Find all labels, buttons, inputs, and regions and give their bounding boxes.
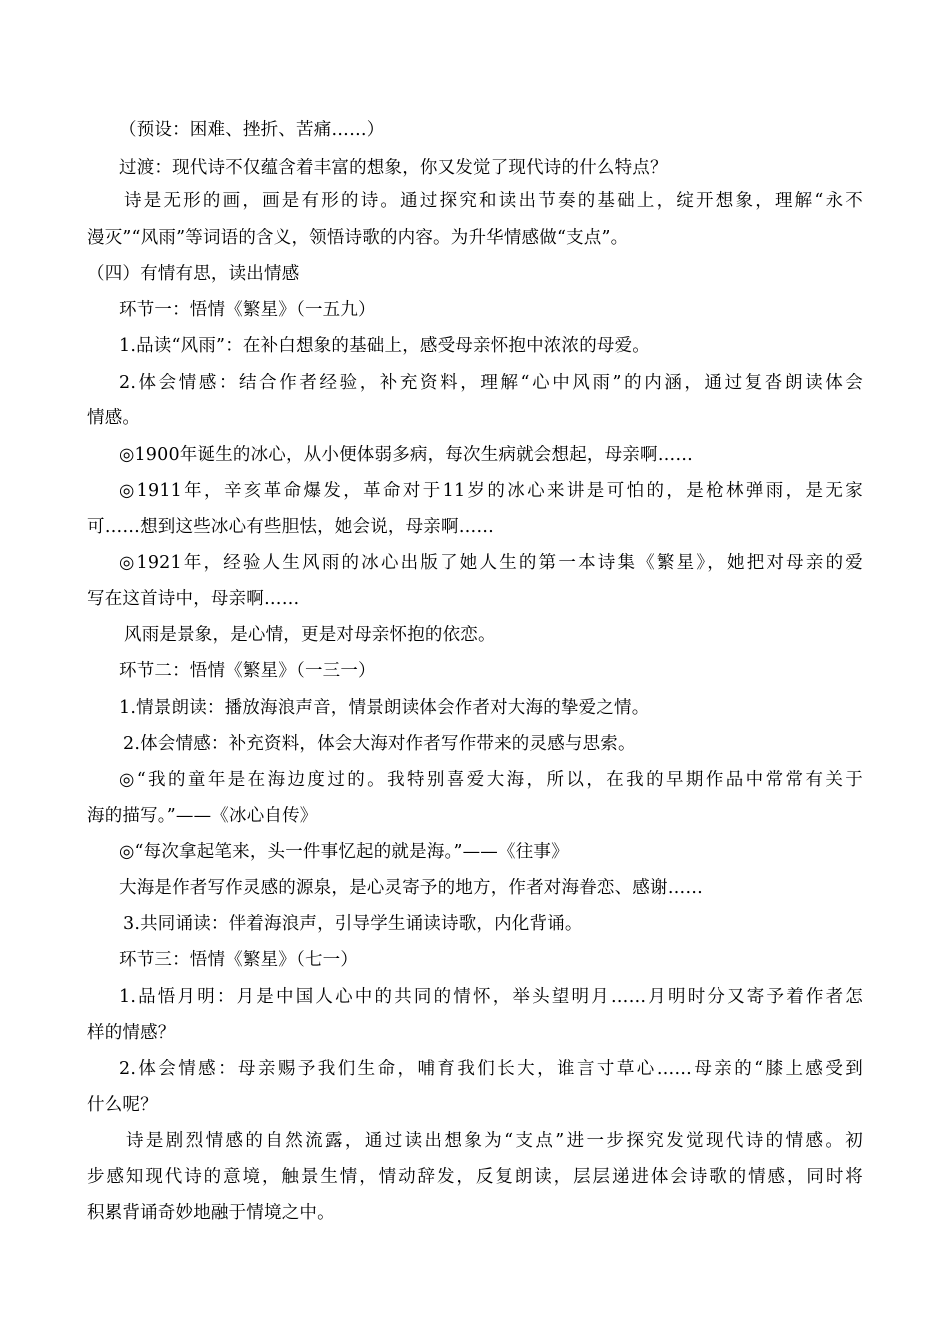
text-line: 大海是作者写作灵感的源泉，是心灵寄予的地方，作者对海眷恋、感谢…… <box>119 878 704 898</box>
text-line: 1.情景朗读：播放海浪声音，情景朗读体会作者对大海的挚爱之情。 <box>119 698 650 718</box>
subsection-heading: 环节二：悟情《繁星》（一三一） <box>119 661 376 681</box>
text-line: 2.体会情感：母亲赐予我们生命，哺育我们长大，谁言寸草心……母亲的“膝上感受到 <box>119 1059 863 1079</box>
text-line: 漫灭”“风雨”等词语的含义，领悟诗歌的内容。为升华情感做“支点”。 <box>87 228 629 248</box>
text-line: 诗是无形的画，画是有形的诗。通过探究和读出节奏的基础上，绽开想象，理解“永不 <box>124 191 863 211</box>
text-line: ◎1921年，经验人生风雨的冰心出版了她人生的第一本诗集《繁星》，她把对母亲的爱 <box>119 553 863 573</box>
text-line: 风雨是景象，是心情，更是对母亲怀抱的依恋。 <box>124 625 496 645</box>
text-line: ◎1911年，辛亥革命爆发，革命对于11岁的冰心来讲是可怕的，是枪林弹雨，是无家 <box>119 481 863 501</box>
text-line: 3.共同诵读：伴着海浪声，引导学生诵读诗歌，内化背诵。 <box>123 914 583 934</box>
subsection-heading: 环节一：悟情《繁星》（一五九） <box>119 300 376 320</box>
text-line: 积累背诵奇妙地融于情境之中。 <box>87 1203 335 1223</box>
text-line: 步感知现代诗的意境，触景生情，情动辞发，反复朗读，层层递进体会诗歌的情感，同时将 <box>87 1167 863 1187</box>
text-line: 什么呢？ <box>87 1095 158 1115</box>
text-line: 海的描写。”——《冰心自传》 <box>87 806 318 826</box>
text-line: 1.品悟月明：月是中国人心中的共同的情怀，举头望明月……月明时分又寄予着作者怎 <box>119 987 863 1007</box>
text-line: 情感。 <box>87 408 141 428</box>
text-line: （预设：困难、挫折、苦痛……） <box>119 120 385 140</box>
text-line: 写在这首诗中，母亲啊…… <box>87 589 300 609</box>
text-line: ◎1900年诞生的冰心，从小便体弱多病，每次生病就会想起，母亲啊…… <box>119 445 694 465</box>
text-line: 过渡：现代诗不仅蕴含着丰富的想象，你又发觉了现代诗的什么特点？ <box>119 158 668 178</box>
text-line: 可……想到这些冰心有些胆怯，她会说，母亲啊…… <box>87 517 495 537</box>
text-line: 2.体会情感：结合作者经验，补充资料，理解“心中风雨”的内涵，通过复沓朗读体会 <box>119 373 863 393</box>
subsection-heading: 环节三：悟情《繁星》（七一） <box>119 950 359 970</box>
section-heading: （四）有情有思，读出情感 <box>87 264 300 284</box>
text-line: 诗是剧烈情感的自然流露，通过读出想象为“支点”进一步探究发觉现代诗的情感。初 <box>126 1131 863 1151</box>
text-line: ◎“每次拿起笔来，头一件事忆起的就是海。”——《往事》 <box>119 842 569 862</box>
text-line: 2.体会情感：补充资料，体会大海对作者写作带来的灵感与思索。 <box>123 734 636 754</box>
text-line: ◎“我的童年是在海边度过的。我特别喜爱大海，所以，在我的早期作品中常常有关于 <box>119 770 863 790</box>
text-line: 样的情感？ <box>87 1023 176 1043</box>
text-line: 1.品读“风雨”：在补白想象的基础上，感受母亲怀抱中浓浓的母爱。 <box>119 336 650 356</box>
